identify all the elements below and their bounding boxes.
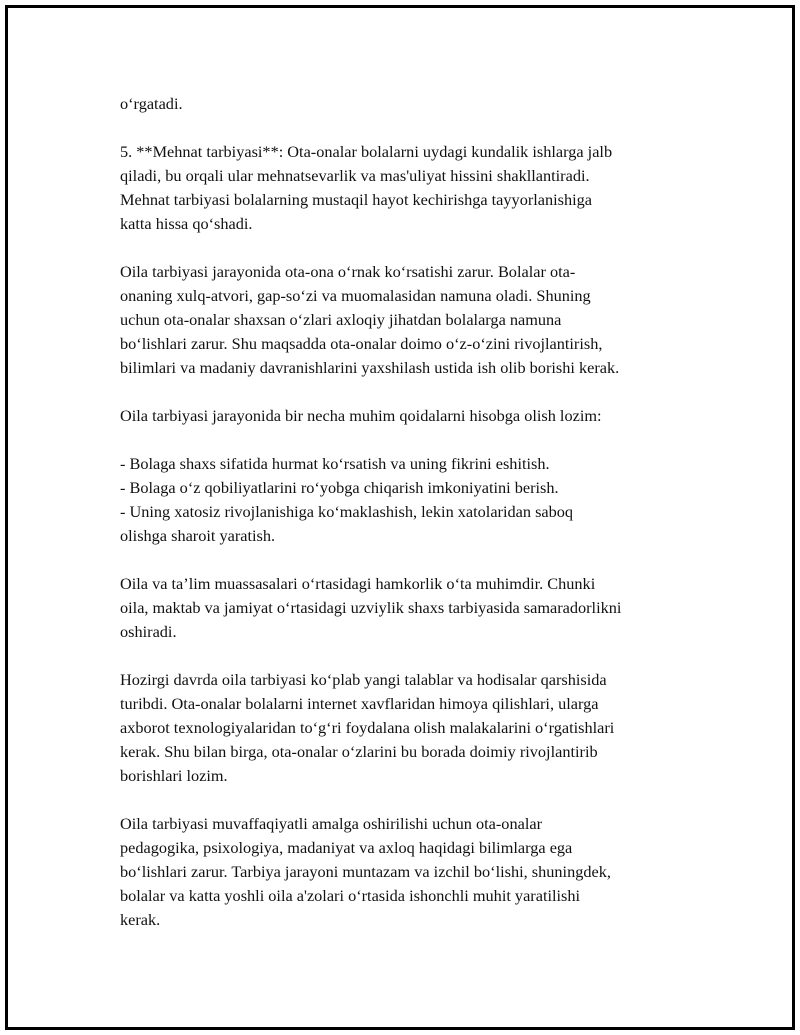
paragraph-cooperation: Oila va ta’lim muassasalari o‘rtasidagi hamkorlik o‘ta muhimdir. Chunki oila, maktab va jamiyat o‘rtasidagi uzviylik shaxs tarbiyasida samaradorlikni oshiradi. [120, 574, 622, 641]
paragraph-rules-intro: Oila tarbiyasi jarayonida bir necha muhim qoidalarni hisobga olish lozim: [120, 406, 602, 425]
list-item: - Uning xatosiz rivojlanishiga ko‘maklashish, lekin xatolaridan saboq olishga sharoit yaratish. [120, 502, 574, 545]
paragraph-modern-era: Hozirgi davrda oila tarbiyasi ko‘plab yangi talablar va hodisalar qarshisida turibdi. Ota-onalar bolalarni internet xavflaridan himoya qilishlari, ularga axborot texnologiyalaridan to‘g‘ri foydalana olish malakalarini o‘rgatishlari kerak. Shu bilan birga, ota-onalar o‘zlarini bu borada doimiy rivojlantirib borishlari lozim. [120, 670, 615, 785]
paragraph-mehnat-tarbiyasi: 5. **Mehnat tarbiyasi**: Ota-onalar bolalarni uydagi kundalik ishlarga jalb qiladi, bu orqali ular mehnatsevarlik va mas'uliyat hissini shakllantiradi. Mehnat tarbiyasi bolalarning mustaqil hayot kechirishga tayyorlanishiga katta hissa qo‘shadi. [120, 142, 613, 233]
list-item: - Bolaga o‘z qobiliyatlarini ro‘yobga chiqarish imkoniyatini berish. [120, 478, 559, 497]
page-frame [5, 5, 795, 1030]
paragraph-continuation: o‘rgatadi. [120, 94, 183, 113]
paragraph-role-model: Oila tarbiyasi jarayonida ota-ona o‘rnak ko‘rsatishi zarur. Bolalar ota- onaning xulq-atvori, gap-so‘zi va muomalasidan namuna oladi. Shuning uchun ota-onalar shaxsan o‘zlari axloqiy jihatdan bolalarga namuna bo‘lishlari zarur. Shu maqsadda ota-onalar doimo o‘z-o‘zini rivojlantirish, bilimlari va madaniy davranishlarini yaxshilash ustida ish olib borishi kerak. [120, 262, 620, 377]
paragraph-success: Oila tarbiyasi muvaffaqiyatli amalga oshirilishi uchun ota-onalar pedagogika, psixologiya, madaniyat va axloq haqidagi bilimlarga ega bo‘lishlari zarur. Tarbiya jarayoni muntazam va izchil bo‘lishi, shuningdek, bolalar va katta yoshli oila a'zolari o‘rtasida ishonchli muhit yaratilishi kerak. [120, 814, 611, 929]
page-content [120, 92, 705, 956]
list-item: - Bolaga shaxs sifatida hurmat ko‘rsatish va uning fikrini eshitish. [120, 454, 550, 473]
rules-list [120, 452, 705, 548]
